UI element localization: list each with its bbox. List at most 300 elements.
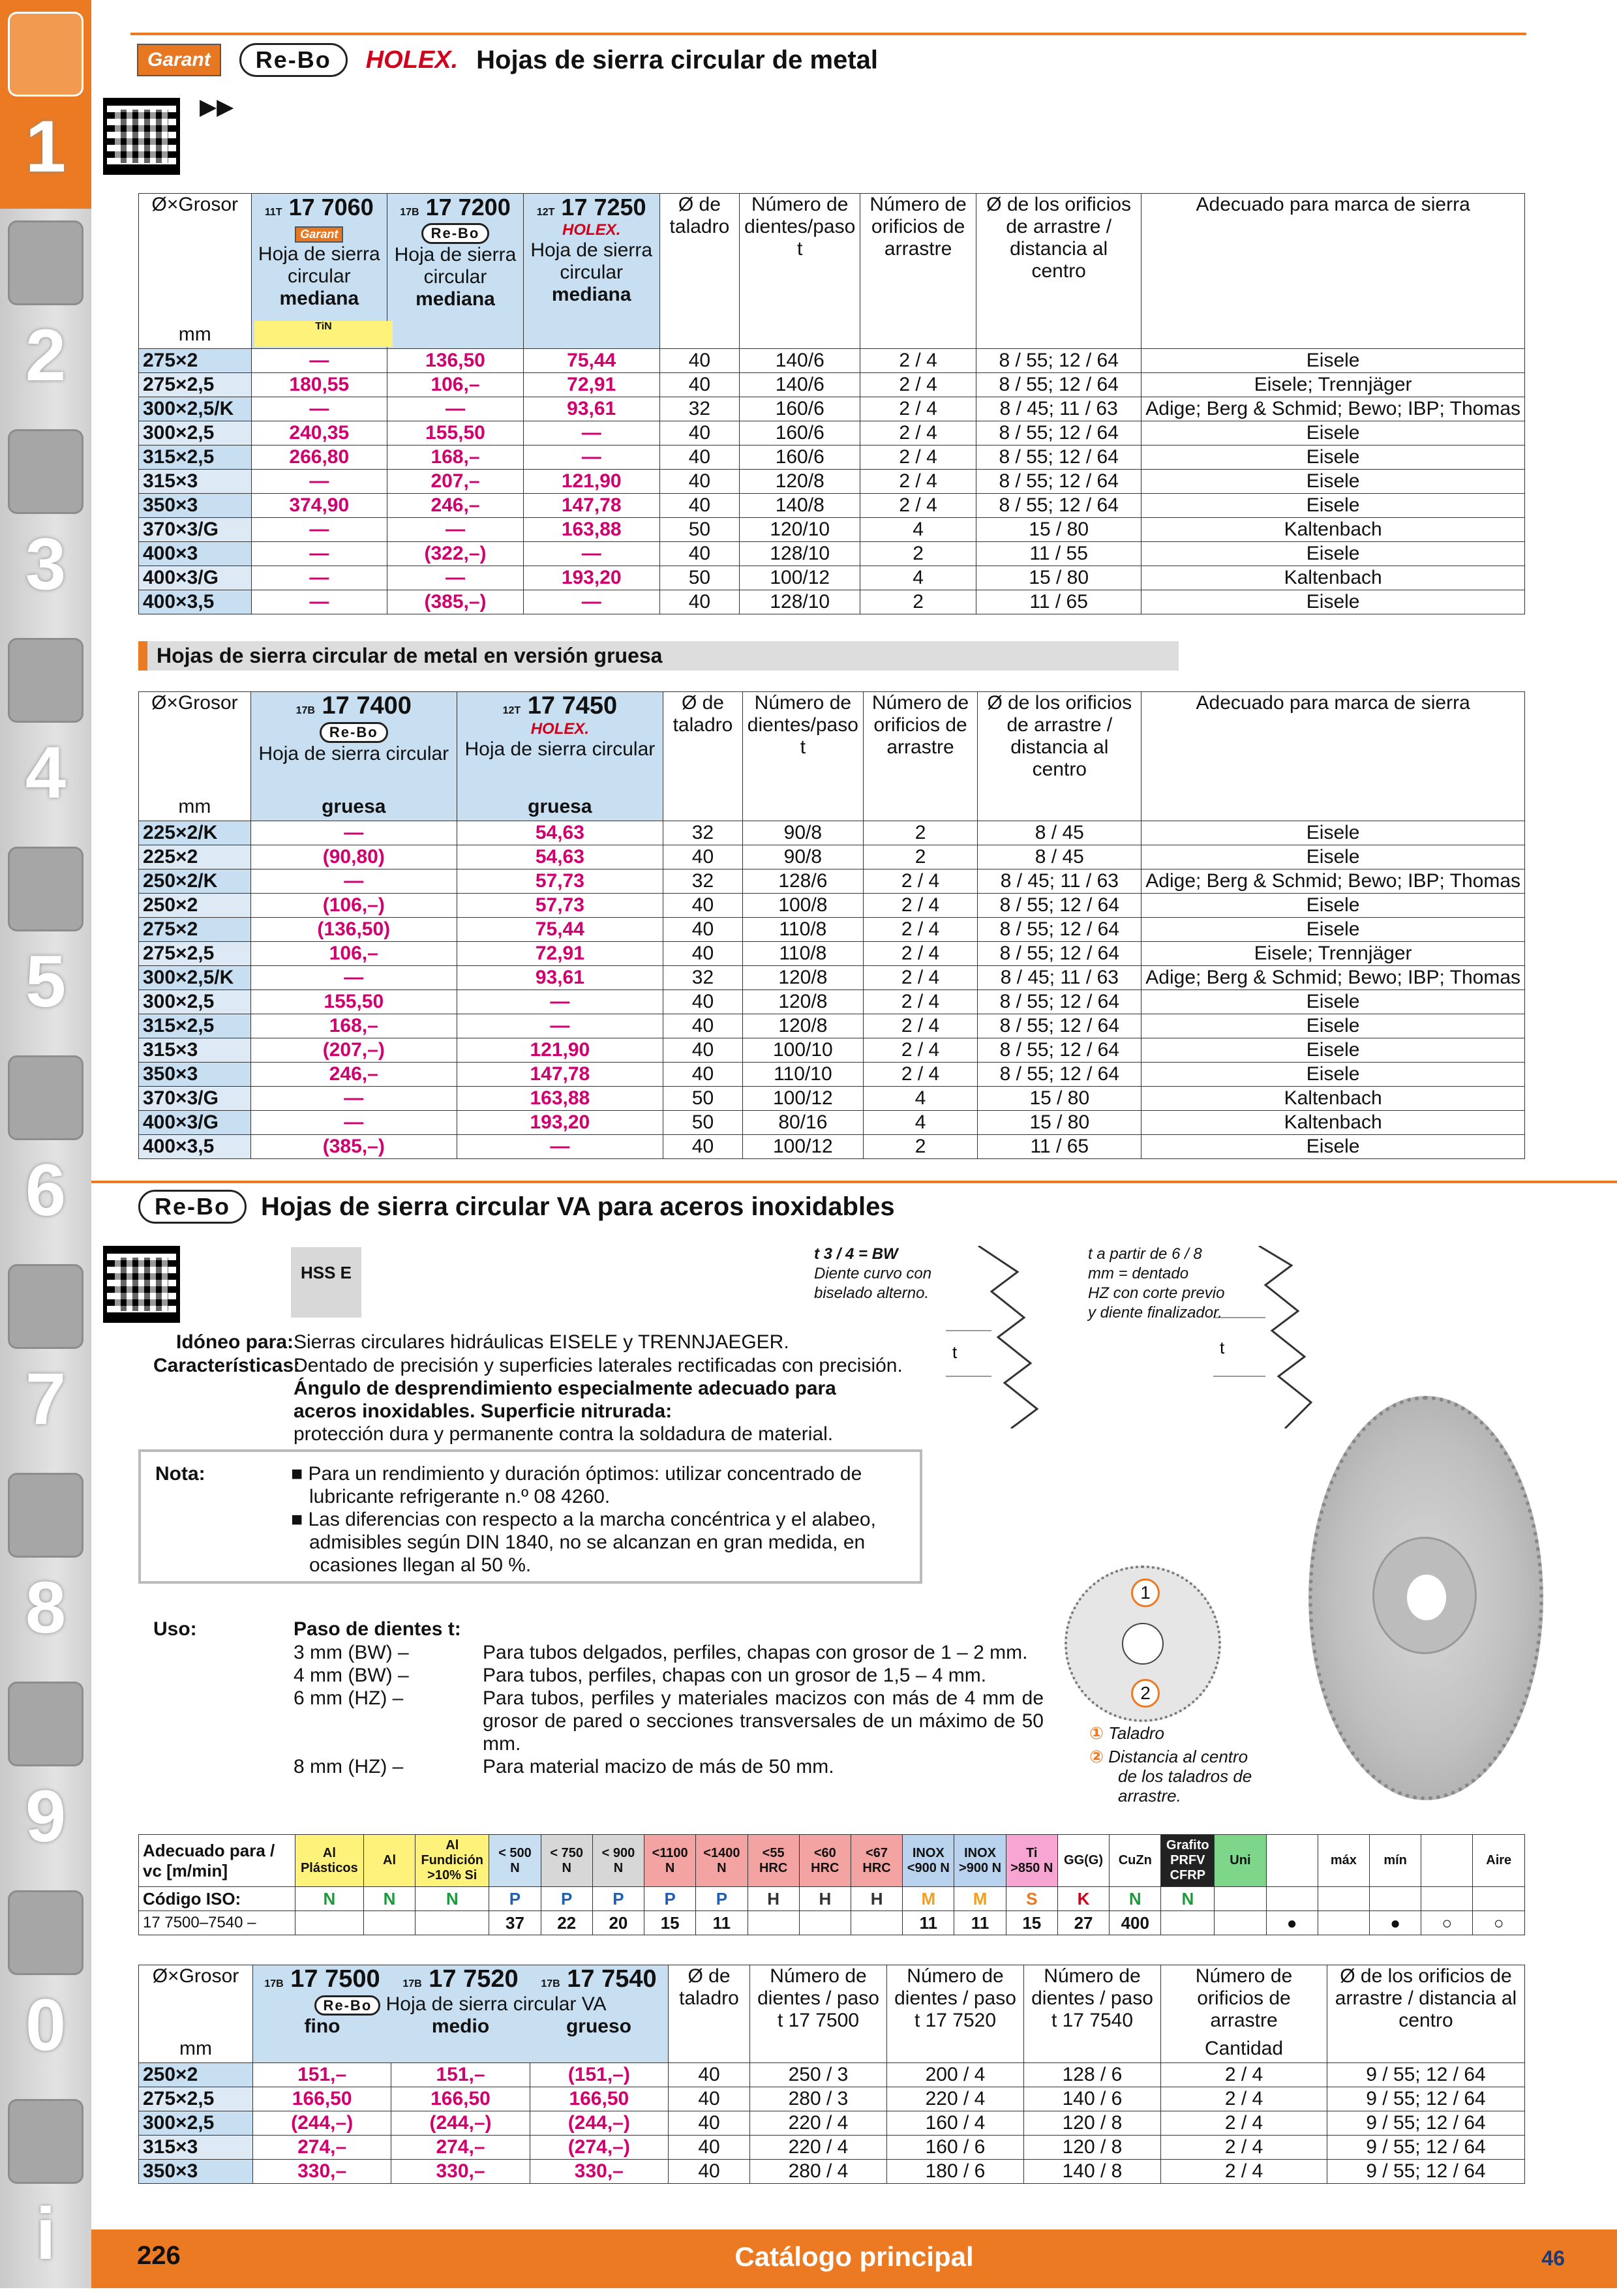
value-cell: 4 [863,1087,978,1111]
desc: Hoja de sierra circular [464,738,656,760]
value-cell: (90,80) [250,845,457,869]
uso-pitch: 8 mm (HZ) – [294,1756,404,1777]
label-uso: Uso: [153,1618,197,1640]
value-cell: — [251,542,387,566]
tag: 12T [536,207,555,218]
value-cell: 57,73 [457,869,663,894]
idoneo-text: Sierras circulares hidráulicas EISELE y TRENNJAEGER. [294,1331,789,1353]
value-cell: 2 / 4 [863,1014,978,1038]
value-cell: 151,– [391,2063,530,2087]
dimension-cell: 275×2 [139,349,252,373]
chapter-icon [8,1055,83,1140]
value-cell: — [251,566,387,590]
value-cell: — [251,518,387,542]
value-cell: 80/16 [743,1111,864,1135]
divider [91,1181,1617,1183]
value-cell: Eisele [1141,446,1525,470]
carac-1: Dentado de precisión y superficies laterales rectificadas con precisión. [294,1355,903,1376]
table-row [139,2160,1525,2184]
p3 [530,1965,668,1993]
iso-cell: P [541,1887,592,1911]
marker-2-icon: ② [1089,1747,1104,1766]
value-cell: 40 [663,918,742,942]
header-teeth: Número de dientes/paso t [743,692,864,821]
chapter-tab[interactable] [0,209,91,417]
chapter-tab[interactable] [0,0,91,209]
uso-pitch: 3 mm (BW) – [294,1642,409,1663]
dimension-cell: 300×2,5 [139,990,251,1014]
legend-1-text: Taladro [1108,1723,1165,1743]
value-cell: (385,–) [250,1135,457,1159]
value-cell: 15 / 80 [978,1087,1141,1111]
uso-item [294,1755,1044,1778]
hz-title: t a partir de 6 / 8 mm = dentado [1088,1245,1202,1282]
iso-cell [1266,1887,1318,1911]
tag: 17B [400,207,419,218]
value-cell: (151,–) [530,2063,668,2087]
value-cell: 140 / 6 [1024,2087,1161,2111]
value-cell: 9 / 55; 12 / 64 [1327,2087,1525,2111]
table-medium-blades [138,193,1525,614]
value-cell: Eisele; Trennjäger [1141,942,1525,966]
speed-cell: 11 [696,1911,748,1935]
value-cell: 168,– [387,446,524,470]
material-col: GG(G) [1057,1835,1109,1887]
value-cell: 250 / 3 [750,2063,887,2087]
header-hole-dist: Ø de los orificios de arrastre / distancia al centro [976,194,1141,349]
value-cell: 40 [663,1014,742,1038]
col-products [253,1965,669,2063]
uso-heading: Paso de dientes t: [294,1618,461,1640]
value-cell: 8 / 55; 12 / 64 [978,1014,1141,1038]
iso-cell: N [295,1887,363,1911]
coating-tin: TiN [254,321,393,347]
value-cell: 136,50 [387,349,524,373]
value-cell: 246,– [387,494,524,518]
holex-logo: HOLEX. [562,221,621,239]
value-cell: — [250,1087,457,1111]
table-row [139,1014,1525,1038]
dimension-cell: 350×3 [139,1063,251,1087]
value-cell: 180 / 6 [887,2160,1024,2184]
value-cell: 32 [663,821,742,845]
hub [1372,1537,1477,1654]
uso-desc: Para tubos delgados, perfiles, chapas con grosor de 1 – 2 mm. [483,1642,1028,1663]
value-cell: Eisele [1141,1063,1525,1087]
speed-row [139,1911,1525,1935]
tag: 17B [295,705,315,716]
header-dim: Ø×Grosor [152,1965,239,1987]
iso-cell: N [1110,1887,1161,1911]
note-2-text: Las diferencias con respecto a la marcha concéntrica y el alabeo, admisibles según DIN 1840, no se alcanzan en gran medida, en ocasiones llegan al 50 %. [308,1509,876,1576]
uso-item [294,1641,1044,1664]
header-teeth-a: Número de dientes / paso t 17 7500 [750,1965,887,2063]
value-cell: (106,–) [250,894,457,918]
value-cell: 8 / 55; 12 / 64 [976,373,1141,397]
table-row [139,918,1525,942]
footer-title: Catálogo principal [734,2241,974,2272]
value-cell: 100/8 [743,894,864,918]
header-brand: Adecuado para marca de sierra [1141,194,1525,349]
value-cell: 2 / 4 [863,1063,978,1087]
article-number: 17 7520 [429,1965,519,1993]
value-cell: Eisele [1141,894,1525,918]
note-label: Nota: [155,1463,205,1485]
value-cell: (136,50) [250,918,457,942]
value-cell: 8 / 55; 12 / 64 [976,446,1141,470]
value-cell: 110/8 [743,942,864,966]
value-cell: 57,73 [457,894,663,918]
type-coarse: grueso [566,2016,632,2037]
speed-cell [416,1911,489,1935]
value-cell: 2 [860,542,976,566]
note-1: ■ Para un rendimiento y duración óptimos: utilizar concentrado de lubricante refrigerante n.º 08 4260. [291,1463,862,1507]
marker-1-icon: ① [1089,1723,1104,1743]
value-cell: 160/6 [740,446,860,470]
iso-cell: H [851,1887,902,1911]
value-cell: 40 [659,542,740,566]
value-cell: Kaltenbach [1141,518,1525,542]
note-list [291,1462,904,1577]
speed-cell: 20 [592,1911,644,1935]
value-cell: — [387,566,524,590]
chapter-number: 6 [25,1149,67,1231]
value-cell: 50 [659,518,740,542]
material-col: Aire [1473,1835,1525,1887]
dimension-cell: 275×2,5 [139,373,252,397]
table-row [139,566,1525,590]
value-cell: 100/12 [740,566,860,590]
speed-cell [748,1911,799,1935]
dimension-cell: 275×2,5 [139,2087,253,2111]
value-cell: Eisele [1141,1014,1525,1038]
value-cell: 40 [663,1063,742,1087]
value-cell: 72,91 [457,942,663,966]
value-cell: Eisele [1141,470,1525,494]
value-cell: 100/10 [743,1038,864,1063]
hz-note [1088,1245,1225,1323]
value-cell: 4 [860,566,976,590]
bw-desc: Diente curvo con biselado alterno. [814,1265,932,1302]
value-cell: 8 / 55; 12 / 64 [976,349,1141,373]
chapter-icon [8,847,83,931]
speed-cell: 37 [489,1911,541,1935]
chapter-tab[interactable] [0,417,91,626]
header-iso: Código ISO: [139,1887,295,1911]
value-cell: 2 / 4 [863,966,978,990]
value-cell: 140/6 [740,349,860,373]
value-cell: 100/12 [743,1135,864,1159]
table-row [139,821,1525,845]
va-title: Hojas de sierra circular VA para aceros inoxidables [261,1192,895,1221]
table-row [139,1038,1525,1063]
note-2: ■ Las diferencias con respecto a la marcha concéntrica y el alabeo, admisibles según DIN 1840, no se alcanzan en gran medida, en ocasiones llegan al 50 %. [291,1509,876,1576]
dimension-cell: 400×3/G [139,1111,251,1135]
value-cell: 8 / 45; 11 / 63 [976,397,1141,421]
hz-tooth-diagram [1207,1246,1324,1428]
rebo-logo: Re-Bo [239,43,348,77]
table-thick-blades [138,691,1525,1159]
speed-cell: 400 [1110,1911,1161,1935]
value-cell: 330,– [391,2160,530,2184]
value-cell: 4 [860,518,976,542]
tag: 17B [264,1978,284,1989]
chapter-number: 0 [25,1984,67,2066]
dimension-cell: 225×2 [139,845,251,869]
chapter-number: 1 [25,106,67,187]
material-col: < 750 N [541,1835,592,1887]
table-row [139,869,1525,894]
iso-cell: P [644,1887,696,1911]
col-p3 [523,194,659,349]
table-row [139,990,1525,1014]
value-cell: (207,–) [250,1038,457,1063]
value-cell: 2 / 4 [863,942,978,966]
qr-code-icon[interactable] [103,1246,180,1323]
value-cell: 40 [663,942,742,966]
article-number: 17 7250 [561,194,646,220]
uso-item [294,1664,1044,1687]
header-adecuado: Adecuado para / vc [m/min] [139,1835,295,1887]
speed-cell: 15 [644,1911,696,1935]
article-number: 17 7540 [567,1965,657,1993]
chapter-number: 2 [25,314,67,396]
chapter-tab[interactable] [0,626,91,835]
range-cell: 17 7500–7540 – [139,1911,295,1935]
iso-cell: N [1161,1887,1215,1911]
chapter-icon [8,220,83,305]
garant-logo: Garant [295,226,343,243]
chapter-tab[interactable] [0,1252,91,1461]
desc: Hoja de sierra circular VA [385,1993,607,2015]
value-cell: 147,78 [457,1063,663,1087]
value-cell: 220 / 4 [750,2111,887,2136]
value-cell: Adige; Berg & Schmid; Bewo; IBP; Thomas [1141,397,1525,421]
value-cell: (244,–) [530,2111,668,2136]
iso-cell: N [416,1887,489,1911]
value-cell: 274,– [391,2136,530,2160]
value-cell: 9 / 55; 12 / 64 [1327,2063,1525,2087]
value-cell: 2 / 4 [1161,2111,1327,2136]
value-cell: 163,88 [523,518,659,542]
header-teeth-c: Número de dientes / paso t 17 7540 [1024,1965,1161,2063]
value-cell: 2 / 4 [860,446,976,470]
dimension-cell: 400×3,5 [139,590,252,614]
header-dim: Ø×Grosor [151,692,238,714]
unit: mm [178,324,211,345]
speed-cell [799,1911,851,1935]
dimension-cell: 300×2,5/K [139,397,252,421]
value-cell: 280 / 3 [750,2087,887,2111]
value-cell: 160/6 [740,421,860,446]
value-cell: (385,–) [387,590,524,614]
table-row [139,518,1525,542]
table-row [139,494,1525,518]
double-arrow-icon: ▶▶ [200,95,234,119]
value-cell: 8 / 55; 12 / 64 [978,990,1141,1014]
material-col: Al [363,1835,415,1887]
value-cell: 274,– [253,2136,391,2160]
value-cell: — [251,470,387,494]
value-cell: 93,61 [457,966,663,990]
chapter-tab[interactable] [0,1879,91,2087]
unit: Cantidad [1204,2038,1284,2059]
header-hole-dist: Ø de los orificios de arrastre / distancia al centro [978,692,1141,821]
table-row [139,2087,1525,2111]
chapter-tab[interactable] [0,1044,91,1252]
dimension-cell: 400×3 [139,542,252,566]
header-holes: Número de orificios de arrastre [1195,1965,1293,2031]
value-cell: Eisele [1141,845,1525,869]
value-cell: 330,– [530,2160,668,2184]
value-cell: 8 / 55; 12 / 64 [978,918,1141,942]
value-cell: 155,50 [250,990,457,1014]
value-cell: 54,63 [457,845,663,869]
value-cell: 2 / 4 [860,421,976,446]
chapter-tab[interactable] [0,835,91,1044]
value-cell: 8 / 45 [978,845,1141,869]
hz-desc: HZ con corte previo y diente finalizador. [1088,1284,1225,1322]
chapter-number: 4 [25,732,67,813]
note-1-text: Para un rendimiento y duración óptimos: utilizar concentrado de lubricante refrigerante n.º 08 4260. [308,1463,862,1507]
iso-cell: P [592,1887,644,1911]
value-cell: 8 / 55; 12 / 64 [978,942,1141,966]
iso-cell: N [363,1887,415,1911]
value-cell: — [250,966,457,990]
material-col: INOX <900 N [903,1835,954,1887]
value-cell: 2 [863,845,978,869]
value-cell: — [251,397,387,421]
svg-text:t: t [1220,1338,1225,1357]
chapter-tab[interactable] [0,1461,91,1670]
value-cell: 40 [659,373,740,397]
value-cell: 11 / 65 [978,1135,1141,1159]
uso-desc: Para material macizo de más de 50 mm. [483,1756,834,1777]
value-cell: (274,–) [530,2136,668,2160]
table-row [139,2063,1525,2087]
value-cell: 2 [863,821,978,845]
material-col: <55 HRC [748,1835,799,1887]
value-cell: — [523,421,659,446]
value-cell: Eisele [1141,421,1525,446]
speed-cell: 15 [1006,1911,1057,1935]
type: mediana [279,288,359,309]
header-bore: Ø de taladro [669,1965,750,2063]
value-cell: 54,63 [457,821,663,845]
chapter-sidebar [0,0,91,2288]
speed-cell: ● [1266,1911,1318,1935]
bw-note [814,1245,951,1303]
chapter-tab[interactable] [0,1670,91,1879]
iso-cell [1215,1887,1266,1911]
dimension-cell: 275×2 [139,918,251,942]
value-cell: 106,– [250,942,457,966]
material-col: INOX >900 N [954,1835,1006,1887]
value-cell: 9 / 55; 12 / 64 [1327,2111,1525,2136]
value-cell: 2 / 4 [1161,2160,1327,2184]
value-cell: 8 / 55; 12 / 64 [978,1063,1141,1087]
speed-cell: 27 [1057,1911,1109,1935]
tag: 17B [541,1978,560,1989]
col-p2 [457,692,663,821]
iso-cell: S [1006,1887,1057,1911]
rebo-logo: Re-Bo [320,722,388,743]
dimension-cell: 315×3 [139,2136,253,2160]
article-number: 17 7400 [322,692,412,719]
qr-code-icon[interactable] [103,98,180,175]
value-cell: 160 / 4 [887,2111,1024,2136]
header-teeth-b: Número de dientes / paso t 17 7520 [887,1965,1024,2063]
value-cell: 110/8 [743,918,864,942]
value-cell: 140/6 [740,373,860,397]
value-cell: Eisele [1141,990,1525,1014]
table-row [139,2111,1525,2136]
speed-cell: ○ [1421,1911,1473,1935]
iso-cell: H [799,1887,851,1911]
value-cell: — [523,590,659,614]
speed-cell: 22 [541,1911,592,1935]
value-cell: — [457,990,663,1014]
table-row [139,966,1525,990]
chapter-tab[interactable] [0,2087,91,2296]
dimension-cell: 250×2 [139,894,251,918]
chapter-icon [8,1682,83,1766]
carac-text [294,1354,1044,1445]
value-cell: 93,61 [523,397,659,421]
value-cell: 50 [663,1111,742,1135]
value-cell: 90/8 [743,821,864,845]
chapter-icon [8,12,83,97]
value-cell: 2 / 4 [863,1038,978,1063]
dimension-cell: 315×3 [139,1038,251,1063]
note-box [138,1449,922,1584]
uso-pitch: 4 mm (BW) – [294,1665,409,1686]
value-cell: — [387,397,524,421]
header-hole-dist: Ø de los orificios de arrastre / distancia al centro [1327,1965,1525,2063]
value-cell: Eisele [1141,494,1525,518]
dimension-cell: 275×2,5 [139,942,251,966]
value-cell: 166,50 [253,2087,391,2111]
page-title: Hojas de sierra circular de metal [476,45,879,74]
type: mediana [416,288,495,310]
legend-1 [1089,1723,1265,1743]
value-cell: 8 / 55; 12 / 64 [976,494,1141,518]
value-cell: — [523,446,659,470]
carac-3: protección dura y permanente contra la soldadura de material. [294,1423,834,1445]
value-cell: 2 / 4 [1161,2136,1327,2160]
dimension-cell: 315×2,5 [139,446,252,470]
footer [91,2229,1617,2288]
dimension-cell: 315×3 [139,470,252,494]
value-cell: 207,– [387,470,524,494]
dimension-cell: 400×3/G [139,566,252,590]
article-number: 17 7450 [527,692,618,719]
header-rule [130,33,1526,35]
desc: Hoja de sierra circular [394,244,517,288]
value-cell: 2 [863,1135,978,1159]
value-cell: 120 / 8 [1024,2136,1161,2160]
material-col: Grafito PRFV CFRP [1161,1835,1215,1887]
garant-logo: Garant [137,44,221,76]
value-cell: (244,–) [391,2111,530,2136]
value-cell: 32 [663,966,742,990]
p2 [391,1965,530,1993]
value-cell: Eisele; Trennjäger [1141,373,1525,397]
value-cell: 160/6 [740,397,860,421]
value-cell: 11 / 55 [976,542,1141,566]
speed-cell [1161,1911,1215,1935]
header-holes-count [1161,1965,1327,2063]
